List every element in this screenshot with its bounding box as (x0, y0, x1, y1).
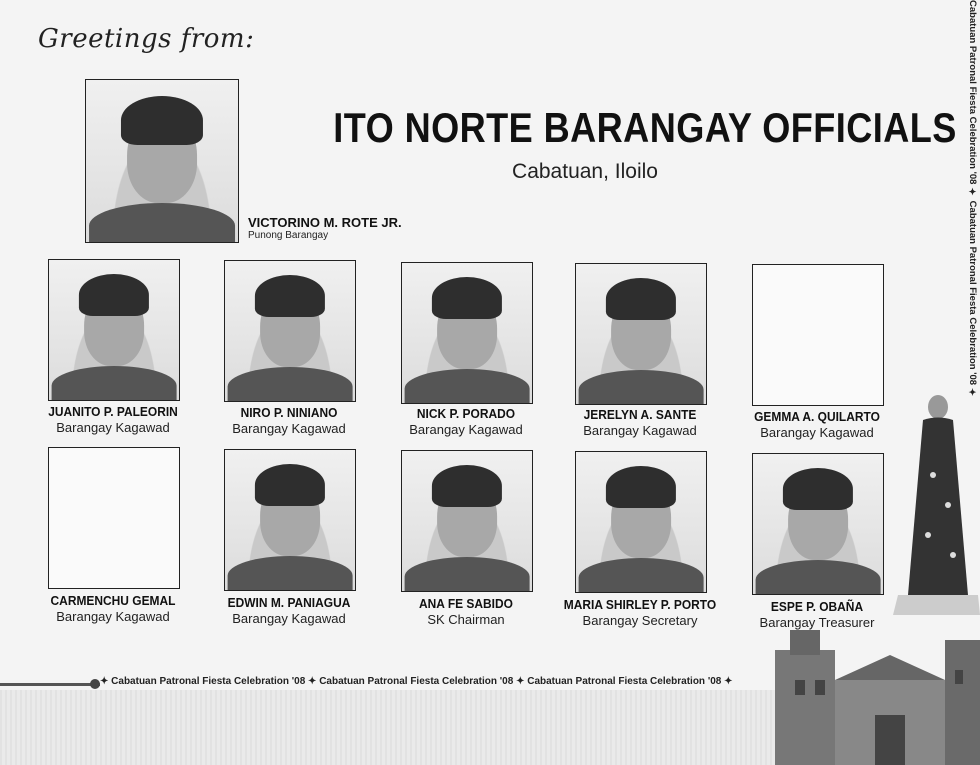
official-role-7: Barangay Kagawad (232, 611, 346, 626)
official-role-5: Barangay Kagawad (760, 425, 874, 440)
official-photo-2 (224, 260, 356, 402)
footer-bullet-icon (90, 679, 100, 689)
side-banner-text: Cabatuan Patronal Fiesta Celebration '08 ✦ Cabatuan Patronal Fiesta Celebration '08 ✦ (967, 0, 978, 399)
official-role-1: Barangay Kagawad (56, 420, 170, 435)
official-role-9: Barangay Secretary (582, 613, 698, 628)
official-photo-10 (752, 453, 884, 595)
leader-photo (85, 79, 239, 243)
page-subtitle: Cabatuan, Iloilo (512, 160, 658, 183)
official-photo-3 (401, 262, 533, 404)
official-name-7: EDWIN M. PANIAGUA (227, 595, 351, 610)
official-name-1: JUANITO P. PALEORIN (48, 404, 178, 419)
official-photo-4 (575, 263, 707, 405)
page-title: ITO NORTE BARANGAY OFFICIALS (333, 104, 957, 151)
official-photo-8 (401, 450, 533, 592)
church-image (775, 620, 980, 765)
official-name-2: NIRO P. NINIANO (240, 405, 338, 420)
official-role-2: Barangay Kagawad (232, 421, 346, 436)
footer-rule (0, 683, 100, 686)
saint-statue-image (893, 395, 980, 615)
leader-role: Punong Barangay (248, 230, 329, 241)
official-photo-9 (575, 451, 707, 593)
official-photo-7 (224, 449, 356, 591)
official-name-8: ANA FE SABIDO (419, 596, 513, 611)
official-name-3: NICK P. PORADO (416, 406, 516, 421)
official-role-6: Barangay Kagawad (56, 609, 170, 624)
official-photo-5 (752, 264, 884, 406)
official-photo-6 (48, 447, 180, 589)
official-role-10: Barangay Treasurer (759, 615, 875, 630)
official-name-6: CARMENCHU GEMAL (50, 593, 176, 608)
official-name-10: ESPE P. OBAÑA (770, 599, 864, 614)
official-name-5: GEMMA A. QUILARTO (754, 409, 880, 424)
leader-name: VICTORINO M. ROTE JR. (248, 215, 402, 230)
official-role-8: SK Chairman (427, 612, 505, 627)
official-role-3: Barangay Kagawad (409, 422, 523, 437)
footer-banner-text: ✦ Cabatuan Patronal Fiesta Celebration '08 ✦ Cabatuan Patronal Fiesta Celebration '08 ✦ Cabatuan Patronal Fiesta Celebration '08 ✦ (100, 676, 733, 687)
greeting-heading: Greetings from: (38, 24, 255, 54)
official-photo-1 (48, 259, 180, 401)
official-name-4: JERELYN A. SANTE (583, 407, 697, 422)
official-name-9: MARIA SHIRLEY P. PORTO (563, 597, 717, 612)
official-role-4: Barangay Kagawad (583, 423, 697, 438)
